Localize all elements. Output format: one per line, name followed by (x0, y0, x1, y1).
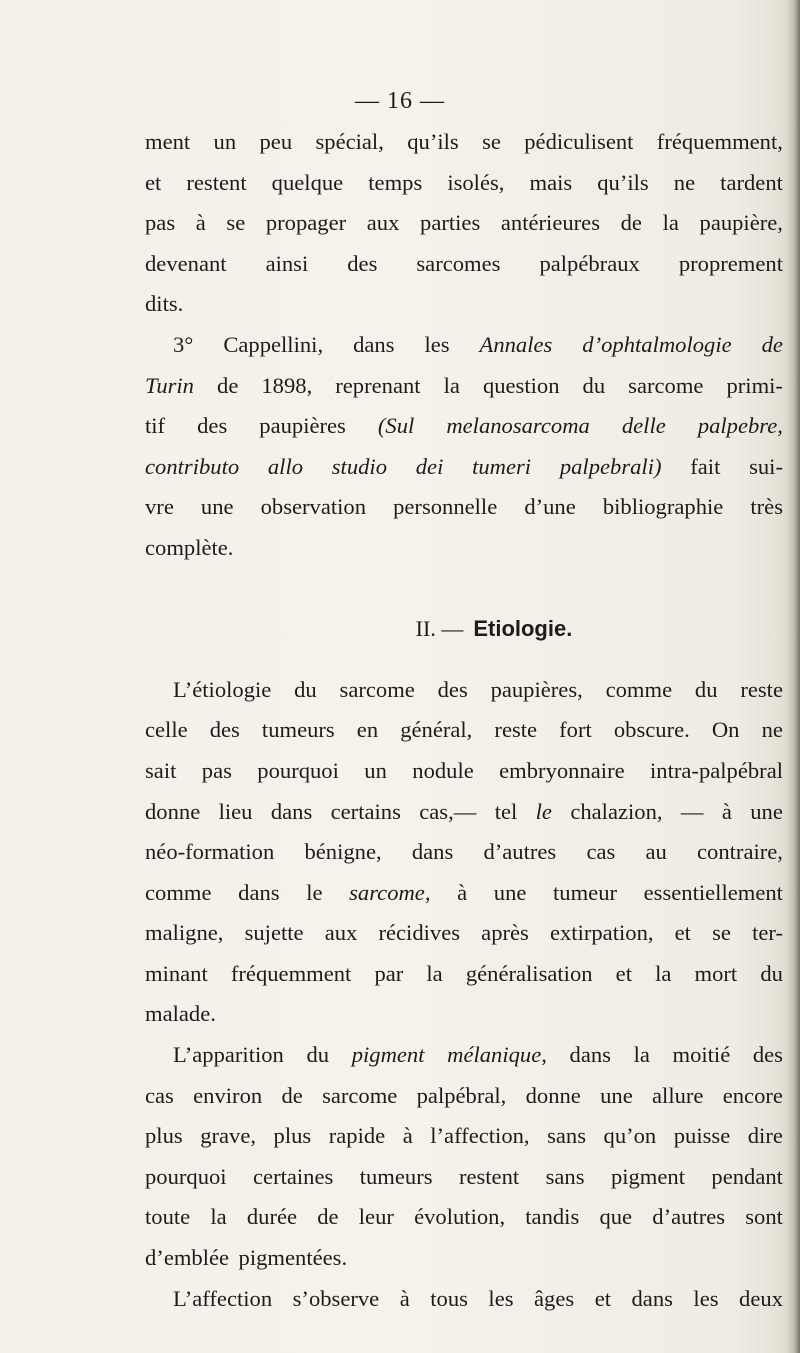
word: tumeurs (359, 1163, 433, 1189)
word: pigment (351, 1042, 425, 1068)
word: d’emblée (145, 1245, 230, 1271)
word: 3° (173, 331, 194, 357)
word: une (493, 879, 527, 905)
word: tandis (525, 1204, 580, 1230)
word: moitié (672, 1042, 731, 1068)
page-number: — 16 — (355, 88, 445, 114)
section-title: Etiologie. (473, 616, 573, 642)
word: rapide (328, 1123, 386, 1149)
word: récidives (378, 920, 461, 946)
word: à (195, 210, 206, 236)
text-line (145, 913, 783, 954)
word: pas (145, 210, 176, 236)
text-line (145, 1197, 783, 1238)
word: palpebre, (697, 413, 783, 439)
word: bibliographie (602, 494, 724, 520)
word: mort (694, 960, 738, 986)
word: obscure. (613, 717, 690, 743)
word: tumeri (472, 453, 532, 479)
word: isolés, (447, 169, 505, 195)
word: sarcome (628, 372, 704, 398)
word: à (721, 798, 732, 824)
word: dans (270, 798, 313, 824)
word: donne (145, 798, 201, 824)
word: en (356, 717, 379, 743)
word: cas,— (419, 798, 477, 824)
word: extirpation, (549, 920, 654, 946)
word: de (620, 210, 642, 236)
word: ment (145, 129, 191, 154)
word: qu’ils (597, 169, 649, 195)
text-line (145, 954, 783, 995)
word: par (374, 960, 404, 986)
word: néo-formation (145, 839, 275, 865)
text-line (145, 325, 783, 366)
text-line (145, 284, 783, 325)
word: qu’on (603, 1123, 657, 1149)
word: devenant (145, 250, 227, 276)
word: du (582, 372, 606, 398)
word: tumeurs (261, 717, 335, 743)
word: un (364, 757, 387, 783)
word: proprement (678, 250, 783, 276)
word: donne (525, 1082, 581, 1108)
text-line (145, 994, 783, 1035)
text-line (145, 447, 783, 488)
word: de (761, 331, 783, 357)
word: allo (267, 453, 304, 479)
word: quelque (271, 169, 344, 195)
word: des (347, 250, 378, 276)
word: essentiellement (643, 879, 783, 905)
word: minant (145, 960, 208, 986)
word: delle (621, 413, 666, 439)
word: qu’ils (407, 129, 459, 154)
word: dits. (145, 291, 184, 317)
word: ter- (752, 920, 783, 946)
word: tous (430, 1285, 468, 1311)
word: le (306, 879, 323, 905)
word: mais (529, 169, 573, 195)
word: au (645, 839, 667, 865)
word: pigment (610, 1163, 685, 1189)
word: certaines (253, 1163, 334, 1189)
word: ne (761, 717, 783, 743)
word: le (535, 798, 552, 824)
text-line (145, 1076, 783, 1117)
word: reprenant (335, 372, 421, 398)
text-line (145, 1157, 783, 1198)
word: celle (145, 717, 188, 743)
word: spécial, (315, 129, 384, 154)
word: du (694, 676, 718, 702)
word: dei (415, 453, 444, 479)
word: sont (745, 1204, 783, 1230)
word: L’affection (173, 1285, 273, 1311)
word: les (693, 1285, 719, 1311)
word: contraire, (697, 839, 783, 865)
word: — (680, 798, 704, 824)
text-line (145, 366, 783, 407)
word: comme (145, 879, 212, 905)
word: sarcomes (416, 250, 501, 276)
word: studio (331, 453, 388, 479)
word: palpébral, (416, 1082, 507, 1108)
word: et (615, 960, 632, 986)
word: grave, (200, 1123, 257, 1149)
word: parties (420, 210, 481, 236)
text-line (145, 832, 783, 873)
word: des (209, 717, 240, 743)
word: ne (673, 169, 696, 195)
word: une (200, 494, 234, 520)
word: contributo (145, 453, 240, 479)
word: durée (246, 1204, 298, 1230)
word: d’autres (652, 1204, 726, 1230)
word: la (426, 960, 443, 986)
word: L’apparition (173, 1042, 284, 1068)
word: maligne, (145, 920, 224, 946)
word: évolution, (414, 1204, 506, 1230)
word: comme (605, 676, 673, 702)
section-spacer (145, 569, 783, 610)
word: pendant (711, 1163, 783, 1189)
word: et (594, 1285, 611, 1311)
word: fait (690, 453, 721, 479)
text-line (145, 670, 783, 711)
word: encore (722, 1082, 783, 1108)
word: lieu (218, 798, 253, 824)
word: sait (145, 757, 177, 783)
word: d’ophtalmologie (582, 331, 732, 357)
word: fort (559, 717, 592, 743)
word: la (633, 1042, 650, 1068)
word: plus (145, 1123, 183, 1149)
word: paupière, (699, 210, 783, 236)
word: fréquemment, (656, 129, 783, 154)
text-line (145, 406, 783, 447)
word: intra-palpébral (650, 757, 783, 783)
section-number: II. — (415, 616, 464, 642)
word: pourquoi (257, 757, 339, 783)
word: palpébraux (539, 250, 640, 276)
word: personnelle (393, 494, 498, 520)
word: sarcome, (349, 879, 431, 905)
text-line (145, 244, 783, 285)
word: certains (330, 798, 401, 824)
word: On (711, 717, 740, 743)
word: à (399, 1285, 410, 1311)
word: paupières (259, 413, 346, 439)
word: deux (739, 1285, 783, 1311)
word: tel (494, 798, 518, 824)
word: leur (358, 1204, 394, 1230)
word: Turin (145, 372, 194, 398)
word: dans (411, 839, 454, 865)
word: peu (259, 129, 293, 154)
word: les (424, 331, 450, 357)
word: dans (353, 331, 395, 357)
word: du (760, 960, 783, 986)
word: complète. (145, 534, 234, 560)
word: Annales (479, 331, 553, 357)
word: sarcome (339, 676, 415, 702)
word: s’observe (292, 1285, 380, 1311)
word: mélanique, (447, 1042, 547, 1068)
word: dans (238, 879, 280, 905)
word: général, (400, 717, 473, 743)
word: toute (145, 1204, 191, 1230)
word: de (281, 1082, 303, 1108)
word: restent (458, 1163, 520, 1189)
word: d’une (524, 494, 576, 520)
word: tumeur (553, 879, 618, 905)
word: pigmentées. (238, 1245, 348, 1271)
word: cas (145, 1082, 174, 1108)
word: une (600, 1082, 633, 1108)
text-line (145, 122, 783, 163)
text-line (145, 873, 783, 914)
word: observation (260, 494, 367, 520)
word: dans (631, 1285, 673, 1311)
word: puisse (673, 1123, 731, 1149)
word: paupières, (490, 676, 583, 702)
word: un (213, 129, 237, 154)
word: du (306, 1042, 330, 1068)
word: vre (145, 494, 174, 520)
word: cas (586, 839, 616, 865)
word: reste (494, 717, 538, 743)
section-spacer (145, 650, 783, 670)
word: dire (747, 1123, 783, 1149)
word: pourquoi (145, 1163, 227, 1189)
word: malade. (145, 1001, 216, 1027)
word: sarcome (322, 1082, 398, 1108)
word: (Sul (377, 413, 415, 439)
word: de (217, 372, 239, 398)
word: se (482, 129, 501, 154)
text-line (145, 751, 783, 792)
word: que (599, 1204, 633, 1230)
word: tardent (720, 169, 783, 195)
word: plus (273, 1123, 312, 1149)
word: question (482, 372, 560, 398)
text-line (145, 487, 783, 528)
word: et (674, 920, 691, 946)
word: ainsi (265, 250, 309, 276)
word: propager (265, 210, 347, 236)
word: à (457, 879, 468, 905)
text-line (145, 792, 783, 833)
word: allure (652, 1082, 704, 1108)
word: 1898, (261, 372, 313, 398)
text-line (145, 1279, 783, 1320)
word: du (294, 676, 317, 702)
section-heading (145, 609, 783, 650)
word: environ (193, 1082, 263, 1108)
word: pédiculisent (524, 129, 634, 154)
text-line (145, 528, 783, 569)
word: sans (545, 1163, 585, 1189)
word: palpebrali) (559, 453, 662, 479)
word: la (210, 1204, 227, 1230)
word: chalazion, (570, 798, 663, 824)
word: âges (534, 1285, 575, 1311)
word: primi- (726, 372, 783, 398)
word: la (662, 210, 679, 236)
word: des (752, 1042, 783, 1068)
word: tif (145, 413, 166, 439)
word: aux (324, 920, 358, 946)
word: les (488, 1285, 514, 1311)
word: et (145, 169, 162, 195)
word: bénigne, (304, 839, 382, 865)
word: restent (186, 169, 247, 195)
word: la (655, 960, 672, 986)
word: reste (740, 676, 783, 702)
word: embryonnaire (499, 757, 625, 783)
word: melanosarcoma (446, 413, 590, 439)
word: se (226, 210, 246, 236)
word: dans (569, 1042, 611, 1068)
word: d’autres (483, 839, 557, 865)
word: antérieures (500, 210, 600, 236)
word: sujette (244, 920, 304, 946)
word: généralisation (465, 960, 593, 986)
word: une (750, 798, 783, 824)
word: L’étiologie (173, 676, 272, 702)
word: Cappellini, (223, 331, 324, 357)
word: après (481, 920, 529, 946)
page-edge-shadow (786, 0, 800, 1353)
word: nodule (412, 757, 474, 783)
word: très (750, 494, 783, 520)
word: de (317, 1204, 339, 1230)
word: fréquemment (230, 960, 352, 986)
word: aux (366, 210, 400, 236)
word: se (712, 920, 731, 946)
text-line (145, 1238, 783, 1279)
word: temps (368, 169, 423, 195)
body-text (145, 122, 783, 1319)
text-line (145, 203, 783, 244)
word: pas (201, 757, 232, 783)
word: à (402, 1123, 413, 1149)
text-line (145, 1116, 783, 1157)
text-line (145, 1035, 783, 1076)
word: l’affection, (430, 1123, 530, 1149)
word: des (197, 413, 228, 439)
word: des (437, 676, 468, 702)
word: sans (547, 1123, 586, 1149)
text-line (145, 710, 783, 751)
word: la (443, 372, 460, 398)
word: sui- (749, 453, 783, 479)
text-line (145, 163, 783, 204)
